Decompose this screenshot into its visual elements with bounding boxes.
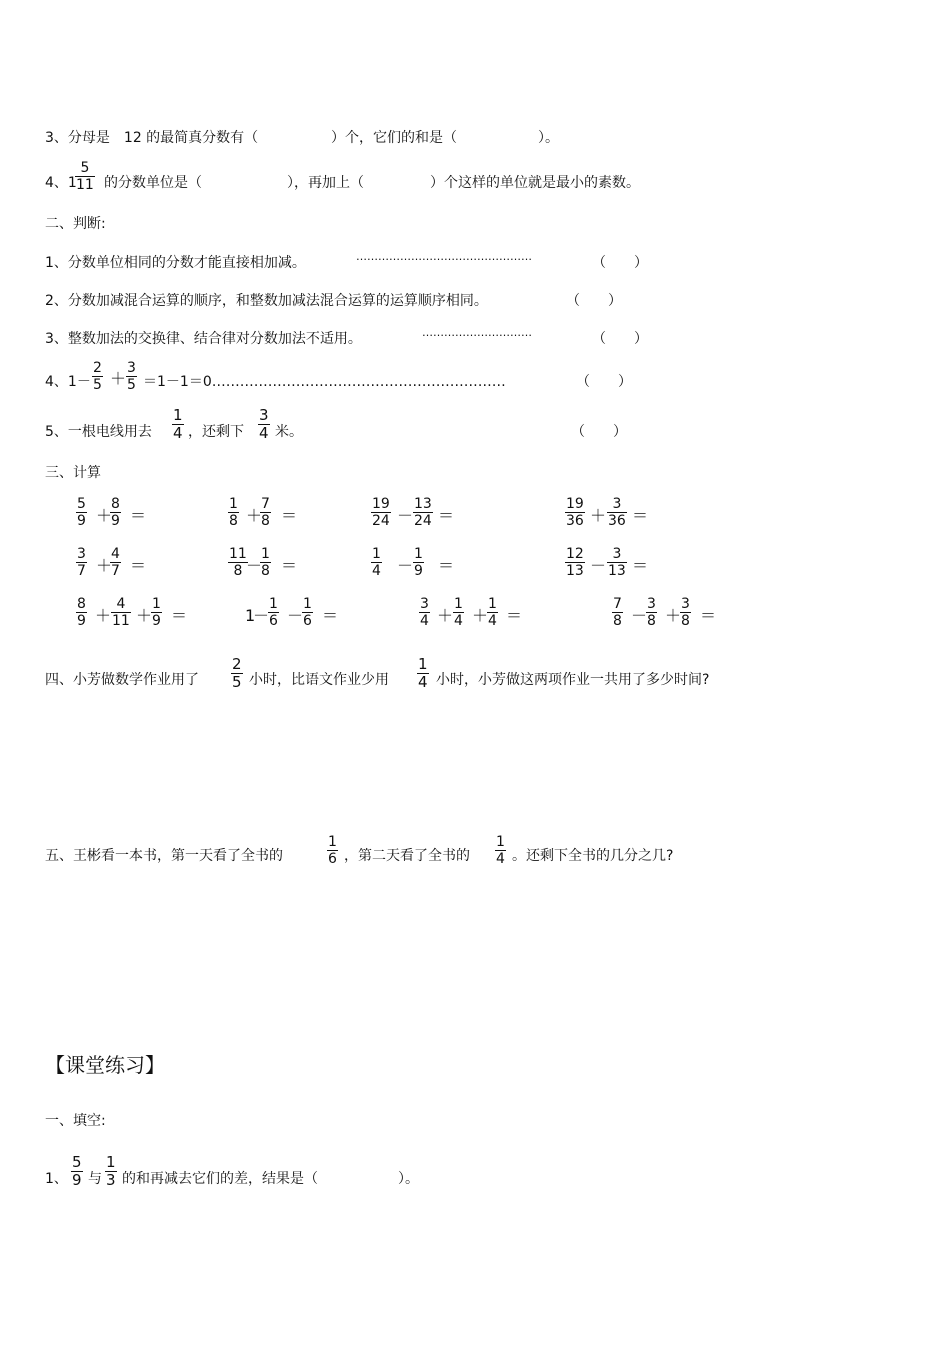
denominator: 9: [111, 513, 120, 529]
calc-fraction: [413, 497, 433, 528]
denominator: 5: [232, 673, 242, 691]
word4-part-a: 四、小芳做数学作业用了: [45, 672, 199, 688]
judge-5-fraction-2: [258, 408, 270, 441]
numerator: 12: [566, 546, 584, 562]
denominator: 13: [566, 563, 584, 579]
minus-sign: －: [246, 556, 263, 575]
equals-sign: ＝: [130, 506, 147, 525]
denominator: 9: [77, 613, 86, 629]
classwork-title: 【课堂练习】: [45, 1053, 165, 1077]
judge-item-5-lead: 5、一根电线用去: [45, 424, 152, 440]
plus-sign: ＋: [96, 506, 113, 525]
denominator: 8: [261, 563, 270, 579]
numerator: 7: [613, 596, 622, 612]
judge-item-4-paren: （ ）: [576, 374, 632, 390]
denominator: 4: [488, 613, 497, 629]
minus-sign: －: [253, 606, 270, 625]
q3-part-a: 3、分母是 12 的最简真分数有（: [45, 130, 259, 146]
numerator: 8: [77, 596, 86, 612]
denominator: 6: [328, 851, 337, 867]
calc-fraction: [110, 497, 121, 528]
classwork-subtitle: 一、填空:: [45, 1113, 106, 1129]
calc-fraction: [110, 547, 121, 578]
equals-sign: ＝: [632, 506, 649, 525]
denominator: 24: [372, 513, 390, 529]
numerator: 3: [420, 596, 429, 612]
judge-item-3: 3、整数加法的交换律、结合律对分数加法不适用。: [45, 331, 362, 347]
equals-sign: ＝: [171, 606, 188, 625]
plus-sign: ＋: [590, 506, 607, 525]
numerator: 2: [93, 360, 102, 376]
calc-fraction: [413, 547, 424, 578]
classwork-q1-fraction-2: [105, 1155, 117, 1188]
numerator: 3: [647, 596, 656, 612]
q3-part-c: ）。: [538, 130, 559, 146]
denominator: 8: [233, 563, 243, 579]
numerator: 1: [418, 655, 428, 673]
calc-fraction: [228, 497, 239, 528]
q3-part-b: ）个，它们的和是（: [331, 130, 457, 146]
numerator: 3: [77, 546, 86, 562]
denominator: 13: [608, 563, 626, 579]
classwork-q1-fraction-1: [71, 1155, 83, 1188]
judge-item-4-lead: 4、1－: [45, 374, 91, 390]
calc-fraction: [371, 547, 382, 578]
calc-fraction: [260, 497, 271, 528]
denominator: 11: [112, 613, 130, 629]
denominator: 36: [566, 513, 584, 529]
denominator: 7: [77, 563, 86, 579]
numerator: 1: [152, 596, 161, 612]
plus-sign: ＋: [437, 606, 454, 625]
calc-fraction: [419, 597, 430, 628]
calc-fraction: [76, 597, 87, 628]
plus-sign: ＋: [96, 556, 113, 575]
numerator: 3: [681, 596, 690, 612]
denominator: 8: [647, 613, 656, 629]
denominator: 4: [173, 424, 183, 442]
numerator: 1: [106, 1153, 116, 1171]
denominator: 11: [76, 177, 94, 193]
calc-title: 三、计算: [45, 465, 101, 481]
equals-sign: ＝: [632, 556, 649, 575]
judge-5-fraction-1: [172, 408, 184, 441]
denominator: 36: [608, 513, 626, 529]
plus-sign: ＋: [246, 506, 263, 525]
numerator: 1: [269, 596, 278, 612]
numerator: 4: [111, 546, 120, 562]
calc-fraction: [228, 547, 248, 578]
word4-fraction-1: [231, 657, 243, 690]
denominator: 4: [259, 424, 269, 442]
judge-item-2: 2、分数加减混合运算的顺序，和整数加减法混合运算的运算顺序相同。: [45, 293, 488, 309]
word4-part-b: 小时，比语文作业少用: [249, 672, 389, 688]
calc-fraction: [565, 547, 585, 578]
calc-fraction: [612, 597, 623, 628]
denominator: 24: [414, 513, 432, 529]
denominator: 8: [681, 613, 690, 629]
word4-part-c: 小时，小芳做这两项作业一共用了多少时间?: [436, 672, 710, 688]
judge-4-fraction-2: [126, 361, 137, 392]
calc-fraction: [453, 597, 464, 628]
classwork-q1-lead: 1、: [45, 1171, 68, 1187]
numerator: 19: [566, 496, 584, 512]
judge-item-4-tail: ＝1－1＝0………………………………………………………: [143, 374, 506, 390]
denominator: 4: [420, 613, 429, 629]
calc-fraction: [371, 497, 391, 528]
minus-sign: －: [397, 506, 414, 525]
calc-fraction: [111, 597, 131, 628]
calc-fraction: [646, 597, 657, 628]
numerator: 3: [259, 406, 269, 424]
calc-fraction: [607, 497, 627, 528]
denominator: 5: [127, 377, 136, 393]
judge-item-3-paren: （ ）: [592, 331, 648, 347]
equals-sign: ＝: [438, 556, 455, 575]
calc-integer: 1: [245, 606, 256, 625]
numerator: 2: [232, 655, 242, 673]
judge-item-2-paren: （ ）: [566, 293, 622, 309]
numerator: 1: [496, 834, 505, 850]
numerator: 1: [229, 496, 238, 512]
equals-sign: ＝: [281, 556, 298, 575]
classwork-q1-part-a: 的和再减去它们的差，结果是（: [122, 1171, 318, 1187]
judge-item-1-paren: （ ）: [592, 255, 648, 271]
equals-sign: ＝: [700, 606, 717, 625]
judge-4-fraction-1: [92, 361, 103, 392]
q4-lead: 4、1: [45, 175, 77, 191]
minus-sign: －: [590, 556, 607, 575]
minus-sign: －: [631, 606, 648, 625]
numerator: 13: [414, 496, 432, 512]
numerator: 3: [127, 360, 136, 376]
numerator: 8: [111, 496, 120, 512]
minus-sign: －: [287, 606, 304, 625]
judge-item-5-mid: ，还剩下: [188, 424, 244, 440]
numerator: 1: [414, 546, 423, 562]
plus-sign: ＋: [665, 606, 682, 625]
minus-sign: －: [397, 556, 414, 575]
calc-fraction: [680, 597, 691, 628]
numerator: 5: [72, 1153, 82, 1171]
denominator: 4: [454, 613, 463, 629]
classwork-q1-with: 与: [88, 1171, 102, 1187]
word5-fraction-1: [327, 835, 338, 866]
denominator: 6: [269, 613, 278, 629]
calc-fraction: [302, 597, 313, 628]
calc-fraction: [260, 547, 271, 578]
equals-sign: ＝: [506, 606, 523, 625]
judge-item-5-tail: 米。: [275, 424, 303, 440]
calc-fraction: [487, 597, 498, 628]
denominator: 9: [72, 1171, 82, 1189]
numerator: 1: [454, 596, 463, 612]
judge-item-1: 1、分数单位相同的分数才能直接相加减。: [45, 255, 306, 271]
denominator: 6: [303, 613, 312, 629]
numerator: 1: [173, 406, 183, 424]
judge-title: 二、判断:: [45, 216, 106, 232]
classwork-q1-part-b: ）。: [398, 1171, 419, 1187]
denominator: 4: [372, 563, 381, 579]
q4-part-b: ），再加上（: [287, 175, 364, 191]
calc-fraction: [565, 497, 585, 528]
numerator: 11: [229, 546, 247, 562]
denominator: 9: [414, 563, 423, 579]
numerator: 1: [488, 596, 497, 612]
numerator: 1: [372, 546, 381, 562]
denominator: 8: [229, 513, 238, 529]
denominator: 4: [418, 673, 428, 691]
judge-item-1-dots: …………………………………………: [356, 250, 532, 263]
judge-item-5-paren: （ ）: [571, 424, 627, 440]
plus-sign: ＋: [110, 369, 127, 388]
q4-fraction: [75, 161, 95, 192]
numerator: 5: [77, 496, 86, 512]
numerator: 5: [80, 160, 90, 176]
numerator: 4: [116, 596, 126, 612]
denominator: 4: [496, 851, 505, 867]
numerator: 1: [328, 834, 337, 850]
judge-item-3-dots: …………………………: [422, 326, 532, 339]
q4-part-a: 的分数单位是（: [104, 175, 202, 191]
plus-sign: ＋: [472, 606, 489, 625]
equals-sign: ＝: [281, 506, 298, 525]
calc-fraction: [268, 597, 279, 628]
plus-sign: ＋: [95, 606, 112, 625]
denominator: 8: [261, 513, 270, 529]
numerator: 19: [372, 496, 390, 512]
denominator: 9: [77, 513, 86, 529]
equals-sign: ＝: [438, 506, 455, 525]
calc-fraction: [76, 497, 87, 528]
word5-part-a: 五、王彬看一本书，第一天看了全书的: [45, 848, 283, 864]
calc-fraction: [607, 547, 627, 578]
calc-fraction: [151, 597, 162, 628]
q4-part-c: ）个这样的单位就是最小的素数。: [430, 175, 640, 191]
word5-part-c: 。还剩下全书的几分之几?: [512, 848, 674, 864]
numerator: 7: [261, 496, 270, 512]
denominator: 7: [111, 563, 120, 579]
denominator: 3: [106, 1171, 116, 1189]
word5-fraction-2: [495, 835, 506, 866]
equals-sign: ＝: [130, 556, 147, 575]
numerator: 3: [612, 546, 622, 562]
denominator: 5: [93, 377, 102, 393]
denominator: 9: [152, 613, 161, 629]
numerator: 3: [612, 496, 622, 512]
numerator: 1: [303, 596, 312, 612]
numerator: 1: [261, 546, 270, 562]
word5-part-b: ，第二天看了全书的: [344, 848, 470, 864]
calc-fraction: [76, 547, 87, 578]
plus-sign: ＋: [136, 606, 153, 625]
equals-sign: ＝: [322, 606, 339, 625]
word4-fraction-2: [417, 657, 429, 690]
denominator: 8: [613, 613, 622, 629]
